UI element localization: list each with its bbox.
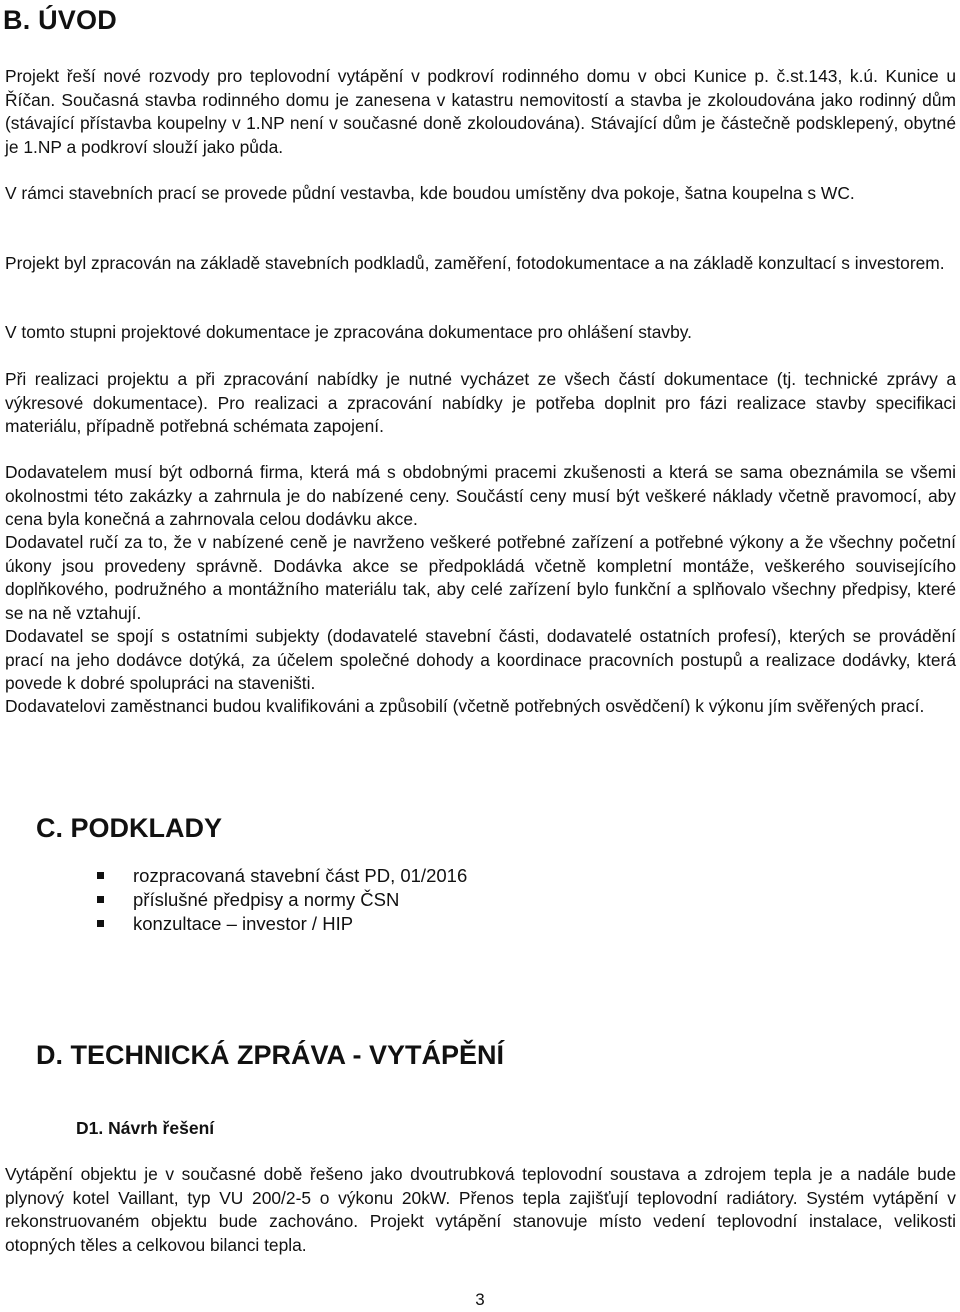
sources-list: [96, 864, 467, 935]
list-item: konzultace – investor / HIP: [96, 912, 467, 936]
bullet-square-icon: [97, 896, 104, 903]
section-d1-heading: D1. Návrh řešení: [76, 1118, 215, 1138]
basis-paragraph: Projekt byl zpracován na základě stavebních podkladů, zaměření, fotodokumentace a na základě konzultací s investorem.: [5, 253, 945, 273]
bullet-square-icon: [97, 872, 104, 879]
realization-paragraph: Při realizaci projektu a při zpracování nabídky je nutné vycházet ze všech částí dokumentace (tj. technické zprávy a výkresové dokumentace). Pro realizaci a zpracování nabídky je potřeba doplnit pro fázi realizace stavby specifikaci materiálu, případně potřebná schémata zapojení.: [5, 369, 956, 436]
page-number: 3: [475, 1290, 485, 1309]
contractor-guarantee-paragraph: Dodavatel ručí za to, že v nabízené ceně je navrženo veškeré potřebné zařízení a potřebné výkony a že všechny početní úkony jsou provedeny správně. Dodávka akce se předpokládá včetně kompletní montáže, veškerého souvisejícího doplňkového, podružného a montážního materiálu tak, aby celé zařízení bylo funkční a splňovalo všechny předpisy, které se na ně vztahují.: [5, 532, 956, 623]
scope-paragraph: V rámci stavebních prací se provede půdní vestavba, kde boudou umístěny dva pokoje, šatna koupelna s WC.: [5, 183, 855, 203]
heating-solution-paragraph: Vytápění objektu je v současné době řešeno jako dvoutrubková teplovodní soustava a zdrojem tepla je a nadále bude plynový kotel Vaillant, typ VU 200/2-5 o výkonu 20kW. Přenos tepla zajišťují teplovodní radiátory. Systém vytápění v rekonstruovaném objektu bude zachováno. Projekt vytápění stanovuje místo vedení teplovodní instalace, velikosti otopných těles a celkovou bilanci tepla.: [5, 1164, 956, 1255]
bullet-square-icon: [97, 920, 104, 927]
coordination-paragraph: Dodavatel se spojí s ostatními subjekty (dodavatelé stavební části, dodavatelé ostatních profesí), kterých se provádění prací na jeho dodávce dotýká, za účelem společné dohody a koordinace pracovních postupů a realizace dodávky, která povede k dobré spolupráci na staveništi.: [5, 626, 956, 693]
list-item: rozpracovaná stavební část PD, 01/2016: [96, 864, 467, 888]
staff-paragraph: Dodavatelovi zaměstnanci budou kvalifikováni a způsobilí (včetně potřebných osvědčení) k výkonu jím svěřených prací.: [5, 696, 925, 716]
section-b-heading: B. ÚVOD: [3, 5, 117, 35]
intro-paragraph: Projekt řeší nové rozvody pro teplovodní vytápění v podkroví rodinného domu v obci Kunice p. č.st.143, k.ú. Kunice u Říčan. Současná stavba rodinného domu je zanesena v katastru nemovitostí a stavba je zkoloudována jako rodinný dům (stávající přístavba koupelny v 1.NP není v současné doně zkoloudována). Stávající dům je částečně podsklepený, obytné je 1.NP a podkroví slouží jako půda.: [5, 66, 956, 157]
contractor-paragraph: Dodavatelem musí být odborná firma, která má s obdobnými pracemi zkušenosti a která se sama obeznámila se všemi okolnostmi této zakázky a zahrnula je do nabízené ceny. Součástí ceny musí být veškeré náklady včetně pravomocí, aby cena byla konečná a zahrnovala celou dodávku akce.: [5, 462, 956, 529]
section-d-heading: D. TECHNICKÁ ZPRÁVA - VYTÁPĚNÍ: [36, 1040, 505, 1070]
section-c-heading: C. PODKLADY: [36, 813, 223, 843]
list-item: příslušné předpisy a normy ČSN: [96, 888, 467, 912]
stage-paragraph: V tomto stupni projektové dokumentace je zpracována dokumentace pro ohlášení stavby.: [5, 322, 693, 342]
